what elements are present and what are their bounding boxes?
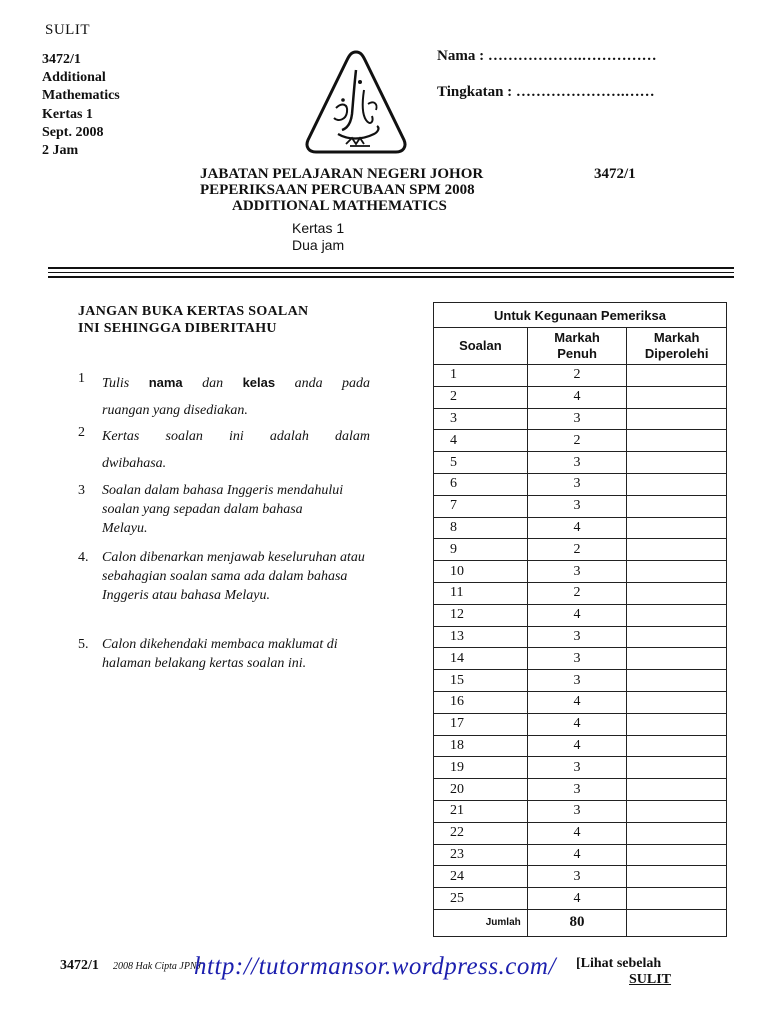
table-row: [434, 386, 727, 408]
full-marks-cell: 4: [527, 888, 627, 910]
warning-line: INI SEHINGGA DIBERITAHU: [78, 321, 277, 336]
instruction-item: [78, 369, 370, 424]
full-marks-cell: 4: [527, 735, 627, 757]
instruction-item: [78, 423, 370, 477]
full-marks-cell: 3: [527, 800, 627, 822]
question-number-cell: 6: [434, 473, 528, 495]
header-divider: [48, 276, 734, 278]
meta-line: Sept. 2008: [42, 124, 104, 140]
question-number-cell: 14: [434, 648, 528, 670]
table-row: [434, 517, 727, 539]
header-divider: [48, 267, 734, 269]
table-title-row: [434, 303, 727, 328]
paper-code: 3472/1: [594, 166, 636, 182]
meta-line: 2 Jam: [42, 143, 79, 159]
table-row: [434, 844, 727, 866]
full-marks-cell: 3: [527, 866, 627, 888]
exam-title: PEPERIKSAAN PERCUBAAN SPM 2008: [200, 182, 475, 198]
table-row: [434, 452, 727, 474]
full-marks-cell: 4: [527, 517, 627, 539]
marks-obtained-cell[interactable]: [627, 604, 727, 626]
question-number-cell: 1: [434, 365, 528, 387]
question-number-cell: 15: [434, 670, 528, 692]
full-marks-cell: 3: [527, 408, 627, 430]
table-body: [434, 365, 727, 910]
instruction-text: Kertas soalan ini adalah dalam: [102, 429, 370, 444]
instruction-number: 1: [78, 371, 85, 386]
marks-obtained-cell[interactable]: [627, 386, 727, 408]
question-number-cell: 5: [434, 452, 528, 474]
marks-obtained-cell[interactable]: [627, 430, 727, 452]
full-marks-cell: 3: [527, 495, 627, 517]
table-row: [434, 779, 727, 801]
paper-number: Kertas 1: [292, 220, 345, 236]
full-marks-cell: 4: [527, 604, 627, 626]
table-row: [434, 473, 727, 495]
full-marks-cell: 3: [527, 473, 627, 495]
table-row: [434, 604, 727, 626]
table-row: [434, 735, 727, 757]
marks-obtained-cell[interactable]: [627, 844, 727, 866]
marks-obtained-cell[interactable]: [627, 866, 727, 888]
instruction-item: [78, 481, 348, 538]
full-marks-cell: 3: [527, 670, 627, 692]
table-total-row: [434, 909, 727, 936]
nama-field[interactable]: Nama : ……………….……………: [437, 48, 657, 64]
full-marks-cell: 3: [527, 452, 627, 474]
total-label: Jumlah: [434, 909, 528, 936]
table-row: [434, 888, 727, 910]
instruction-text: Soalan dalam bahasa Inggeris mendahului soalan yang sepadan dalam bahasa Melayu.: [102, 483, 344, 536]
instruction-text: dwibahasa.: [102, 456, 167, 471]
table-row: [434, 582, 727, 604]
table-row: [434, 430, 727, 452]
question-number-cell: 21: [434, 800, 528, 822]
column-header-markah-diperolehi: Markah Diperolehi: [627, 328, 727, 365]
marks-obtained-cell[interactable]: [627, 800, 727, 822]
full-marks-cell: 2: [527, 430, 627, 452]
meta-line: Mathematics: [42, 88, 120, 104]
marks-obtained-cell[interactable]: [627, 626, 727, 648]
jpnj-crest-icon: [302, 48, 410, 158]
table-row: [434, 408, 727, 430]
marks-obtained-cell[interactable]: [627, 888, 727, 910]
total-value: 80: [527, 909, 627, 936]
footer-paper-code: 3472/1: [60, 958, 99, 973]
full-marks-cell: 4: [527, 386, 627, 408]
table-row: [434, 713, 727, 735]
full-marks-cell: 3: [527, 757, 627, 779]
table-row: [434, 626, 727, 648]
instruction-text: Tulis nama dan kelas anda pada: [102, 375, 371, 391]
full-marks-cell: 4: [527, 691, 627, 713]
question-number-cell: 9: [434, 539, 528, 561]
table-row: [434, 866, 727, 888]
question-number-cell: 4: [434, 430, 528, 452]
table-row: [434, 757, 727, 779]
instruction-item: [78, 548, 374, 605]
table-row: [434, 648, 727, 670]
question-number-cell: 24: [434, 866, 528, 888]
question-number-cell: 12: [434, 604, 528, 626]
full-marks-cell: 3: [527, 626, 627, 648]
paper-duration: Dua jam: [292, 237, 345, 253]
question-number-cell: 16: [434, 691, 528, 713]
paper-meta: [42, 51, 120, 160]
meta-line: 3472/1: [42, 52, 81, 67]
subject-title: ADDITIONAL MATHEMATICS: [232, 198, 447, 214]
examiner-marks-table: [433, 302, 727, 937]
marks-obtained-cell[interactable]: [627, 713, 727, 735]
full-marks-cell: 2: [527, 365, 627, 387]
table-title: Untuk Kegunaan Pemeriksa: [434, 303, 727, 328]
column-header-markah-penuh: Markah Penuh: [527, 328, 627, 365]
sulit-label-top: SULIT: [45, 22, 90, 38]
tingkatan-field[interactable]: Tingkatan : ………………….……: [437, 84, 655, 100]
table-row: [434, 670, 727, 692]
full-marks-cell: 4: [527, 822, 627, 844]
marks-obtained-cell[interactable]: [627, 561, 727, 583]
full-marks-cell: 4: [527, 844, 627, 866]
table-row: [434, 800, 727, 822]
marks-obtained-cell[interactable]: [627, 408, 727, 430]
table-row: [434, 495, 727, 517]
instruction-number: 4.: [78, 550, 89, 565]
marks-obtained-cell[interactable]: [627, 517, 727, 539]
instruction-number: 2: [78, 425, 85, 440]
question-number-cell: 19: [434, 757, 528, 779]
footer-url-link[interactable]: http://tutormansor.wordpress.com/: [194, 953, 556, 980]
total-obtained-cell[interactable]: [627, 909, 727, 936]
table-row: [434, 539, 727, 561]
question-number-cell: 11: [434, 582, 528, 604]
instruction-text: Calon dibenarkan menjawab keseluruhan atau sebahagian soalan sama ada dalam bahasa Inggeris atau bahasa Melayu.: [102, 550, 365, 603]
question-number-cell: 7: [434, 495, 528, 517]
instruction-text: Calon dikehendaki membaca maklumat di halaman belakang kertas soalan ini.: [102, 637, 338, 671]
warning-notice: [78, 303, 308, 337]
question-number-cell: 23: [434, 844, 528, 866]
question-number-cell: 10: [434, 561, 528, 583]
instruction-number: 5.: [78, 637, 89, 652]
table-header-row: [434, 328, 727, 365]
marks-obtained-cell[interactable]: [627, 365, 727, 387]
full-marks-cell: 4: [527, 713, 627, 735]
meta-line: Kertas 1: [42, 106, 93, 122]
table-row: [434, 365, 727, 387]
question-number-cell: 13: [434, 626, 528, 648]
exam-title-block: [200, 166, 483, 214]
marks-obtained-cell[interactable]: [627, 757, 727, 779]
footer-copyright: 2008 Hak Cipta JPNJ: [113, 961, 202, 972]
instruction-number: 3: [78, 483, 85, 498]
meta-line: Additional: [42, 70, 106, 86]
full-marks-cell: 3: [527, 561, 627, 583]
full-marks-cell: 3: [527, 779, 627, 801]
full-marks-cell: 3: [527, 648, 627, 670]
full-marks-cell: 2: [527, 582, 627, 604]
warning-line: JANGAN BUKA KERTAS SOALAN: [78, 304, 309, 319]
marks-obtained-cell[interactable]: [627, 452, 727, 474]
question-number-cell: 3: [434, 408, 528, 430]
marks-obtained-cell[interactable]: [627, 735, 727, 757]
table-row: [434, 822, 727, 844]
instruction-item: [78, 635, 374, 673]
column-header-soalan: Soalan: [434, 328, 528, 365]
marks-obtained-cell[interactable]: [627, 473, 727, 495]
question-number-cell: 8: [434, 517, 528, 539]
instruction-text: ruangan yang disediakan.: [102, 403, 248, 418]
marks-obtained-cell[interactable]: [627, 779, 727, 801]
full-marks-cell: 2: [527, 539, 627, 561]
question-number-cell: 17: [434, 713, 528, 735]
marks-obtained-cell[interactable]: [627, 822, 727, 844]
question-number-cell: 25: [434, 888, 528, 910]
marks-obtained-cell[interactable]: [627, 691, 727, 713]
question-number-cell: 22: [434, 822, 528, 844]
footer-sulit-label: SULIT: [629, 972, 672, 987]
header-divider: [48, 272, 734, 273]
question-number-cell: 18: [434, 735, 528, 757]
footer-next-page: [Lihat sebelah: [576, 956, 662, 971]
marks-obtained-cell[interactable]: [627, 539, 727, 561]
department-title: JABATAN PELAJARAN NEGERI JOHOR: [200, 166, 484, 182]
marks-obtained-cell[interactable]: [627, 495, 727, 517]
question-number-cell: 2: [434, 386, 528, 408]
question-number-cell: 20: [434, 779, 528, 801]
paper-subtitle: [292, 220, 344, 254]
table-row: [434, 561, 727, 583]
marks-obtained-cell[interactable]: [627, 670, 727, 692]
marks-obtained-cell[interactable]: [627, 582, 727, 604]
table-row: [434, 691, 727, 713]
marks-obtained-cell[interactable]: [627, 648, 727, 670]
